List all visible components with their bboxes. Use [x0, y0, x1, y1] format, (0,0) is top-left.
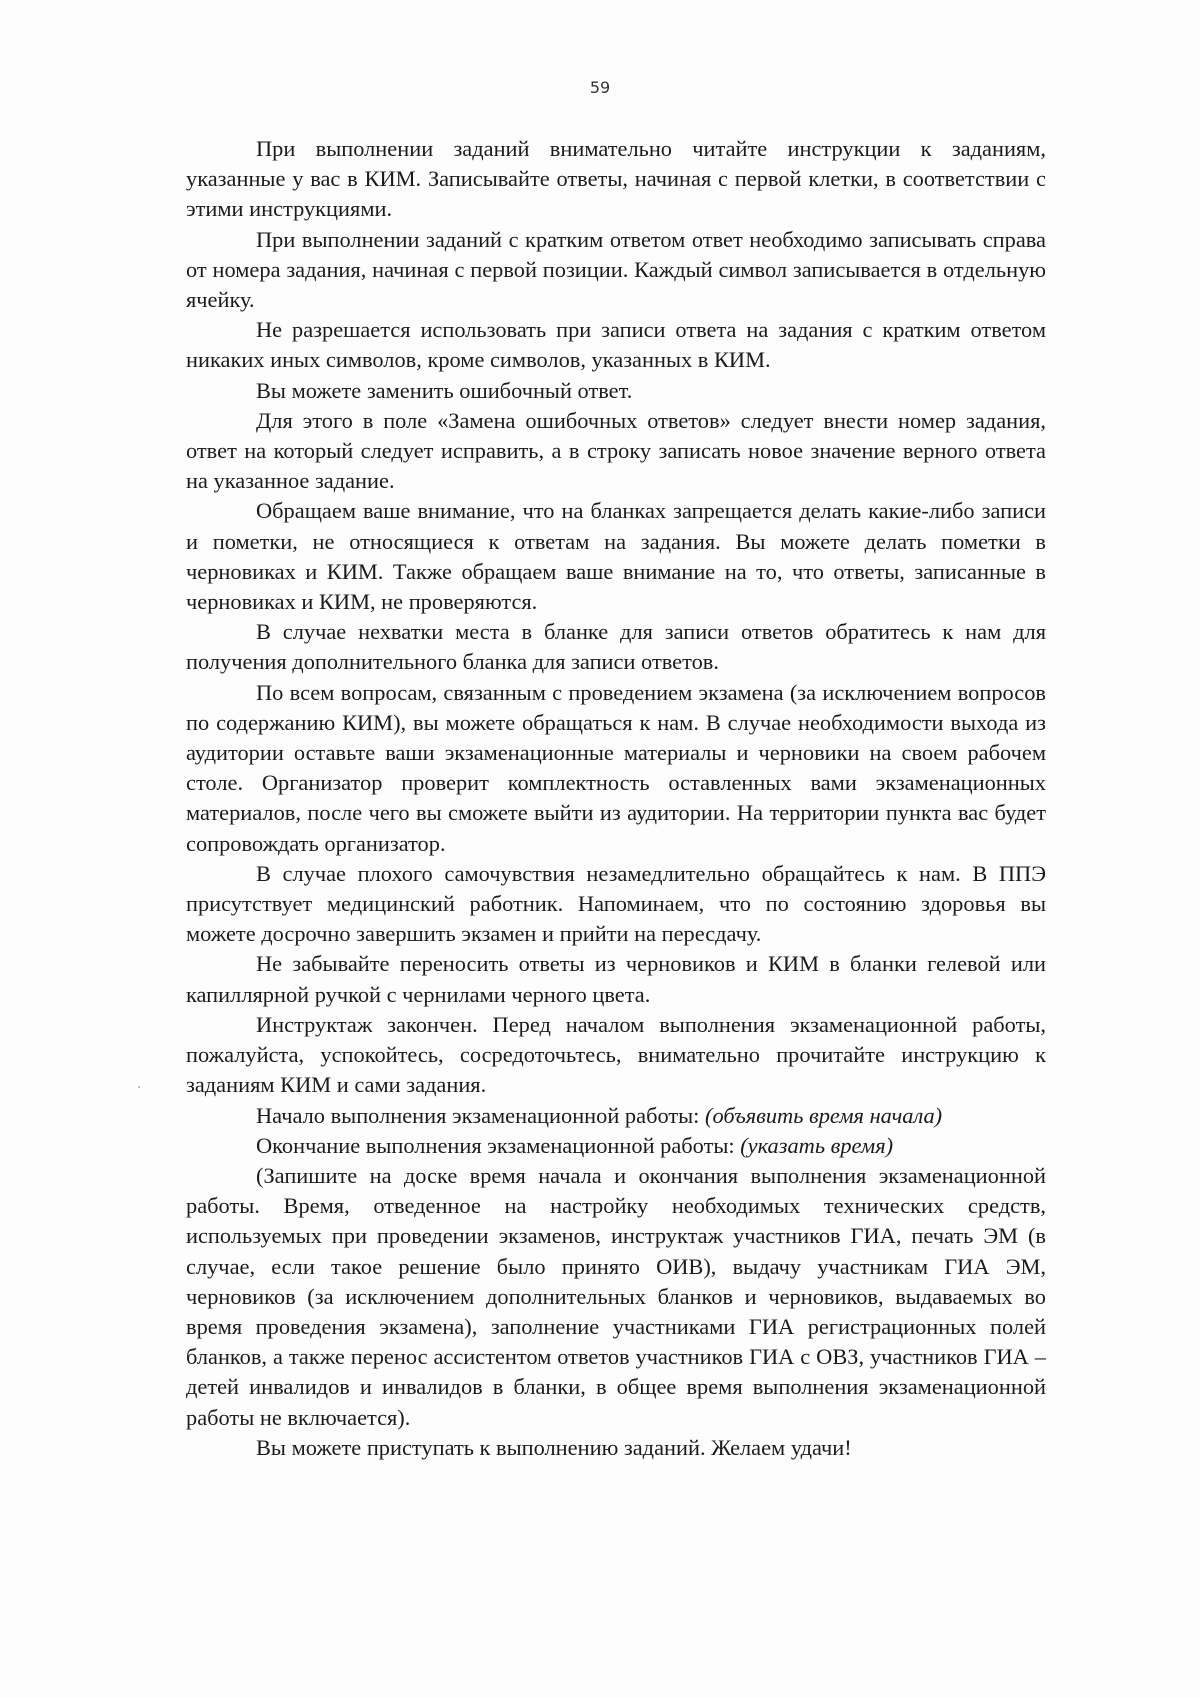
- paragraph: В случае нехватки места в бланке для записи ответов обратитесь к нам для получения дополнительного бланка для записи ответов.: [186, 619, 1046, 675]
- end-time-label: Окончание выполнения экзаменационной работы:: [256, 1132, 741, 1158]
- start-time-label: Начало выполнения экзаменационной работы:: [256, 1102, 706, 1128]
- end-time-line: [186, 1131, 1046, 1161]
- start-time-line: [186, 1101, 1046, 1131]
- start-time-note: (объявить время начала): [705, 1102, 943, 1128]
- paragraph: Инструктаж закончен. Перед началом выполнения экзаменационной работы, пожалуйста, успокойтесь, сосредоточьтесь, внимательно прочитайте инструкцию к заданиям КИМ и сами задания.: [186, 1011, 1046, 1098]
- end-time-note: (указать время): [740, 1132, 894, 1158]
- paragraph: По всем вопросам, связанным с проведением экзамена (за исключением вопросов по содержанию КИМ), вы можете обращаться к нам. В случае необходимости выхода из аудитории оставьте ваши экзаменационные материалы и черновики на своем рабочем столе. Организатор проверит комплектность оставленных вами экзаменационных материалов, после чего вы сможете выйти из аудитории. На территории пункта вас будет сопровождать организатор.: [186, 679, 1046, 856]
- scan-speck: [138, 1086, 140, 1088]
- paragraph: При выполнении заданий с кратким ответом ответ необходимо записывать справа от номера задания, начиная с первой позиции. Каждый символ записывается в отдельную ячейку.: [186, 226, 1046, 313]
- paragraph: Не забывайте переносить ответы из черновиков и КИМ в бланки гелевой или капиллярной ручкой с чернилами черного цвета.: [186, 951, 1046, 1007]
- paragraph: Вы можете заменить ошибочный ответ.: [256, 377, 633, 403]
- paragraph: Не разрешается использовать при записи ответа на задания с кратким ответом никаких иных символов, кроме символов, указанных в КИМ.: [186, 317, 1046, 373]
- paragraph: При выполнении заданий внимательно читайте инструкции к заданиям, указанные у вас в КИМ. Записывайте ответы, начиная с первой клетки, в соответствии с этими инструкциями.: [186, 136, 1046, 222]
- paragraph: (Запишите на доске время начала и окончания выполнения экзаменационной работы. Время, отведенное на настройку необходимых технических средств, используемых при проведении экзаменов, инструктаж участников ГИА, печать ЭМ (в случае, если такое решение было принято ОИВ), выдачу участникам ГИА ЭМ, черновиков (за исключением дополнительных бланков и черновиков, выдаваемых во время проведения экзамена), заполнение участниками ГИА регистрационных полей бланков, а также перенос ассистентом ответов участников ГИА с ОВЗ, участников ГИА – детей инвалидов и инвалидов в бланки, в общее время выполнения экзаменационной работы не включается).: [186, 1162, 1046, 1430]
- paragraph: Обращаем ваше внимание, что на бланках запрещается делать какие-либо записи и пометки, не относящиеся к ответам на задания. Вы можете делать пометки в черновиках и КИМ. Также обращаем ваше внимание на то, что ответы, записанные в черновиках и КИМ, не проверяются.: [186, 498, 1046, 615]
- page-number: 59: [589, 78, 611, 97]
- document-body: [186, 134, 1046, 1463]
- paragraph: В случае плохого самочувствия незамедлительно обращайтесь к нам. В ППЭ присутствует медицинский работник. Напоминаем, что по состоянию здоровья вы можете досрочно завершить экзамен и прийти на пересдачу.: [186, 860, 1046, 947]
- paragraph: Для этого в поле «Замена ошибочных ответов» следует внести номер задания, ответ на который следует исправить, а в строку записать новое значение верного ответа на указанное задание.: [186, 407, 1046, 494]
- paragraph: Вы можете приступать к выполнению заданий. Желаем удачи!: [256, 1434, 852, 1460]
